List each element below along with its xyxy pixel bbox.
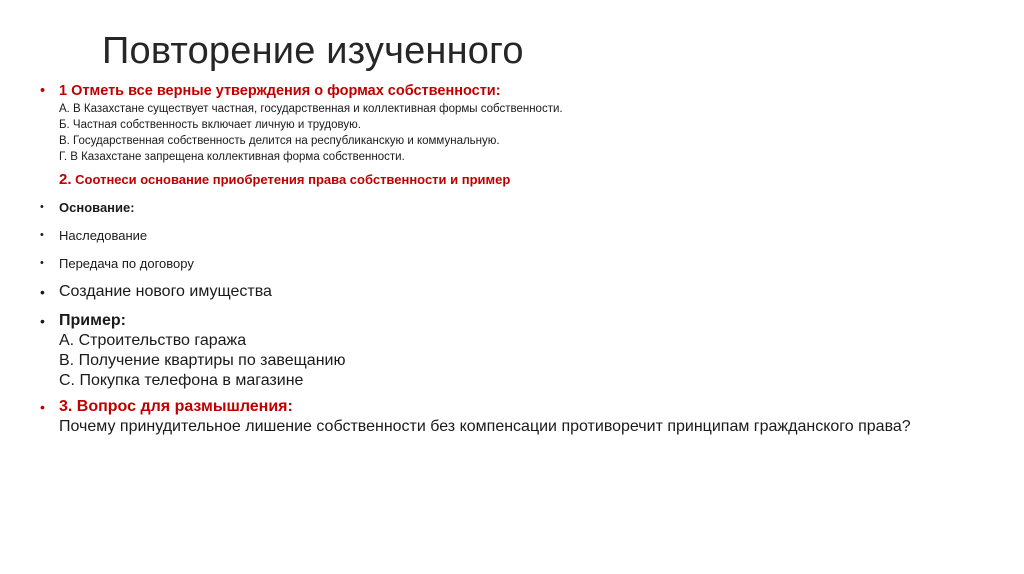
bullet-icon: • [40,399,45,415]
example-item-b: В. Получение квартиры по завещанию [59,352,346,369]
basis-item-new-property: Создание нового имущества [59,283,272,300]
example-block [40,311,990,391]
basis-item [40,227,990,244]
task-3-question: Почему принудительное лишение собственности без компенсации противоречит принципам гражданского права? [59,418,911,435]
task-1-option-d: Г. В Казахстане запрещена коллективная форма собственности. [59,151,405,163]
basis-item-contract: Передача по договору [59,256,194,271]
basis-label-item [40,199,990,216]
bullet-icon: • [40,257,44,269]
task-3-heading: 3. Вопрос для размышления: [59,398,293,415]
task-3 [40,397,990,437]
example-label: Пример: [59,312,126,329]
example-item-c: С. Покупка телефона в магазине [59,372,304,389]
slide-title: Повторение изученного [102,30,524,72]
task-2-heading-line [59,171,990,188]
task-2-number: 2. [59,171,72,188]
bullet-icon: • [40,313,45,329]
task-1-heading: 1 Отметь все верные утверждения о формах собственности: [59,83,501,99]
basis-item-inheritance: Наследование [59,228,148,243]
example-item-a: А. Строительство гаража [59,332,247,349]
bullet-icon: • [40,229,44,241]
basis-label: Основание: [59,200,135,215]
task-1-option-a: А. В Казахстане существует частная, государственная и коллективная формы собственности. [59,103,563,115]
basis-item [40,255,990,272]
task-1-option-c: В. Государственная собственность делится на республиканскую и коммунальную. [59,135,500,147]
bullet-icon: • [40,284,45,300]
task-1-option-b: Б. Частная собственность включает личную и трудовую. [59,119,361,131]
task-2-heading: Соотнеси основание приобретения права собственности и пример [75,172,511,187]
basis-item [40,282,990,302]
slide-content [40,82,990,437]
task-1-options [59,101,990,165]
task-1 [40,82,990,188]
bullet-icon: • [40,201,44,213]
bullet-icon: • [40,83,46,99]
